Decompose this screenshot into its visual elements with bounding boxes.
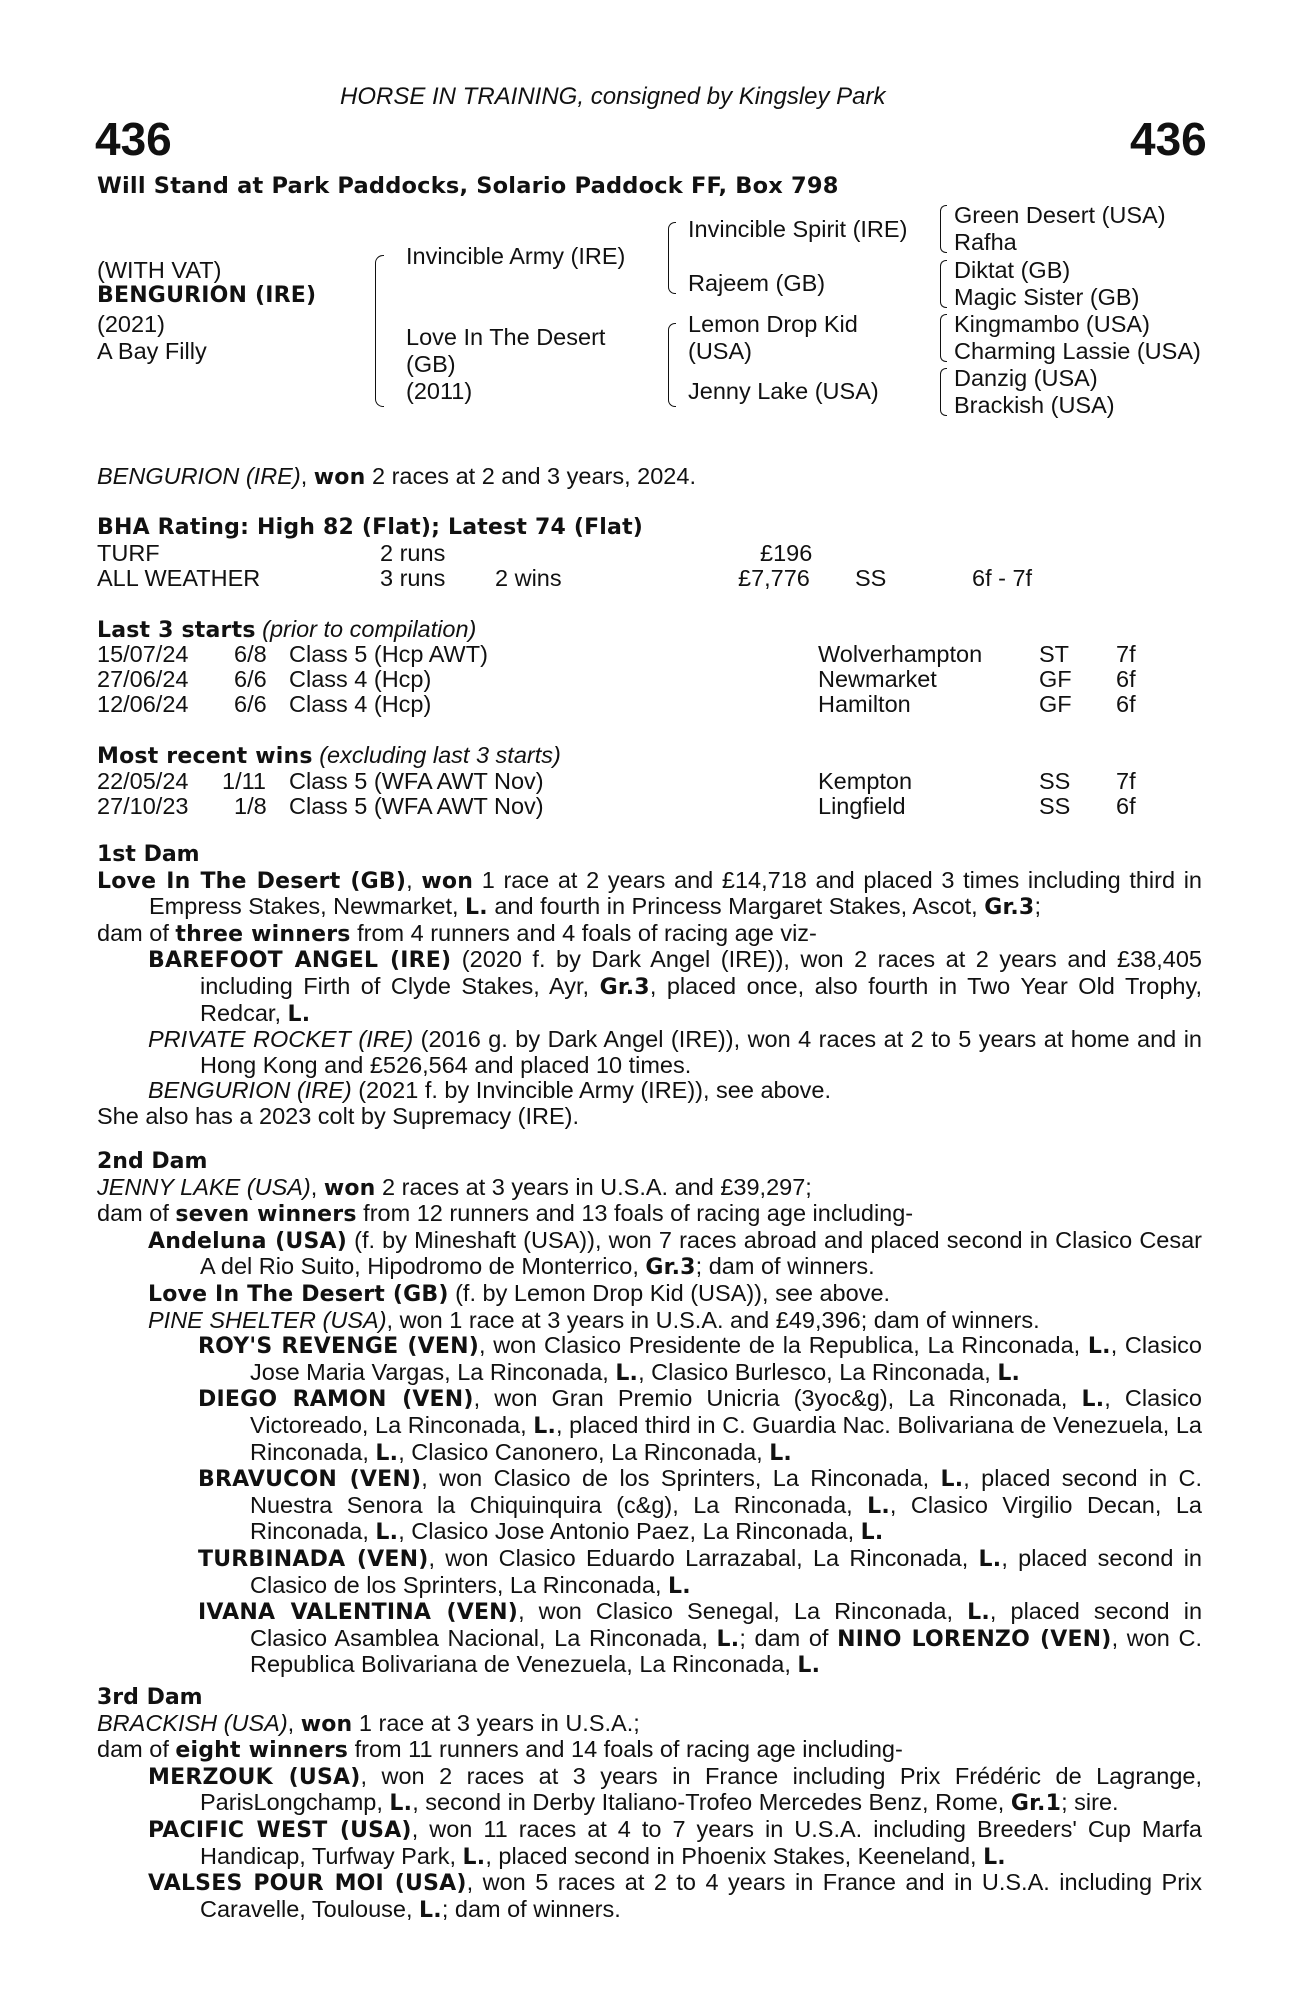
text: and fourth in Princess Margaret Stakes, Ascot, bbox=[487, 893, 985, 920]
text: , won 2 races at 3 years in France including Prix Frédéric de Lagrange, ParisLongchamp, bbox=[200, 1762, 1202, 1816]
gen3-3: Diktat (GB) bbox=[954, 257, 1071, 283]
progeny-name: PINE SHELTER (USA) bbox=[148, 1306, 387, 1333]
first-dam-section bbox=[97, 842, 1202, 1130]
listed-marker: L. bbox=[465, 895, 488, 921]
summary-name: BENGURION (IRE) bbox=[97, 463, 301, 489]
aw-distance: 6f - 7f bbox=[972, 565, 1033, 591]
second-dam-heading: 2nd Dam bbox=[97, 1149, 208, 1174]
recent-heading bbox=[97, 744, 561, 768]
text: dam of bbox=[97, 1736, 176, 1763]
list-item bbox=[97, 1281, 1202, 1308]
brace-gen3-3 bbox=[940, 314, 947, 362]
row-position: 1/8 bbox=[234, 793, 267, 819]
text: , Clasico Victoreado, La Rinconada, bbox=[250, 1385, 1202, 1438]
text: , Clasico Jose Antonio Paez, La Rinconada, bbox=[398, 1518, 861, 1545]
last3-heading bbox=[97, 618, 476, 642]
listed-marker: L. bbox=[769, 1440, 792, 1466]
dam-sire-line1: Lemon Drop Kid bbox=[688, 311, 858, 337]
progeny-name: Love In The Desert (GB) bbox=[148, 1281, 449, 1307]
text: 1 race at 2 years and £14,718 and placed 3 times including third in Empress Stakes, Newmarket, bbox=[149, 866, 1202, 920]
dam-name: Love In The Desert (GB) bbox=[97, 868, 407, 894]
lot-number-left: 436 bbox=[95, 113, 172, 165]
winners-count: eight winners bbox=[175, 1738, 349, 1764]
row-date: 22/05/24 bbox=[97, 768, 189, 794]
row-course: Wolverhampton bbox=[818, 641, 983, 667]
race-summary bbox=[97, 465, 696, 489]
summary-text: 2 races at 2 and 3 years, 2024. bbox=[365, 463, 696, 489]
aw-prize: £7,776 bbox=[738, 565, 810, 591]
brace-gen3-2 bbox=[940, 260, 947, 308]
first-dam-heading: 1st Dam bbox=[97, 842, 200, 867]
lot-number-right: 436 bbox=[1130, 113, 1207, 165]
won-label: won bbox=[323, 1175, 376, 1201]
third-dam-section bbox=[97, 1685, 1202, 1923]
gen3-8: Brackish (USA) bbox=[954, 392, 1115, 418]
text: , won 11 races at 4 to 7 years in U.S.A. including Breeders' Cup Marfa Handicap, Turfway Park, bbox=[200, 1815, 1203, 1869]
progeny-name: TURBINADA (VEN) bbox=[198, 1546, 429, 1572]
listed-marker: L. bbox=[462, 1844, 486, 1870]
text: ; sire. bbox=[1061, 1789, 1119, 1816]
gen3-7: Danzig (USA) bbox=[954, 365, 1098, 391]
row-class: Class 5 (Hcp AWT) bbox=[289, 641, 488, 667]
row-course: Newmarket bbox=[818, 666, 937, 692]
list-item bbox=[97, 1466, 1202, 1546]
progeny-name: DIEGO RAMON (VEN) bbox=[198, 1387, 474, 1413]
text: , won C. Republica Bolivariana de Venezuela, La Rinconada, bbox=[250, 1624, 1203, 1678]
listed-marker: L. bbox=[1081, 1387, 1105, 1413]
text: , won 1 race at 3 years in U.S.A. and £49,396; dam of winners. bbox=[386, 1306, 1040, 1333]
listed-marker: L. bbox=[860, 1520, 884, 1546]
listed-marker: L. bbox=[983, 1844, 1006, 1870]
text: 1 race at 3 years in U.S.A.; bbox=[352, 1709, 640, 1736]
row-date: 15/07/24 bbox=[97, 641, 189, 667]
first-dam-produce bbox=[97, 921, 1202, 948]
dam-sire-line2: (USA) bbox=[688, 338, 752, 364]
text: , won Clasico de los Sprinters, La Rinconada, bbox=[421, 1465, 941, 1492]
row-date: 27/10/23 bbox=[97, 793, 189, 819]
text: ; dam of winners. bbox=[695, 1253, 875, 1280]
text: , bbox=[287, 1709, 301, 1736]
row-course: Kempton bbox=[818, 768, 913, 794]
row-date: 27/06/24 bbox=[97, 666, 189, 692]
text: , won Clasico Senegal, La Rinconada, bbox=[518, 1598, 968, 1625]
listed-marker: L. bbox=[375, 1440, 399, 1466]
bha-rating: BHA Rating: High 82 (Flat); Latest 74 (Flat) bbox=[97, 515, 644, 540]
brace-sire bbox=[668, 222, 676, 294]
text: dam of bbox=[97, 919, 176, 946]
text: ; dam of winners. bbox=[441, 1895, 621, 1922]
sire-dam: Rajeem (GB) bbox=[688, 270, 826, 296]
third-dam-record bbox=[97, 1711, 1202, 1738]
consignor-line: HORSE IN TRAINING, consigned by Kingsley Park bbox=[340, 83, 886, 110]
vat-status: (WITH VAT) bbox=[97, 257, 222, 283]
row-class: Class 5 (WFA AWT Nov) bbox=[289, 768, 544, 794]
list-item bbox=[97, 1546, 1202, 1599]
second-dam-record bbox=[97, 1175, 1202, 1202]
dam-name: BRACKISH (USA) bbox=[97, 1709, 288, 1736]
summary-sep: , bbox=[300, 463, 314, 489]
winners-count: three winners bbox=[175, 921, 351, 947]
turf-runs: 2 runs bbox=[380, 540, 446, 566]
progeny-name: NINO LORENZO (VEN) bbox=[837, 1626, 1112, 1652]
row-class: Class 5 (WFA AWT Nov) bbox=[289, 793, 544, 819]
progeny-name: PRIVATE ROCKET (IRE) bbox=[148, 1026, 414, 1053]
first-dam-record: Love In The Desert (GB), won 1 race at 2 years and £14,718 and placed 3 times including third in Empress Stakes, Newmarket, L. and fourth in Princess Margaret Stakes, Ascot, Gr.3; bbox=[97, 866, 1202, 921]
list-item bbox=[97, 1027, 1202, 1078]
listed-marker: L. bbox=[419, 1897, 442, 1923]
text: , Clasico Virgilio Decan, La Rinconada, bbox=[250, 1491, 1202, 1545]
text: , won Clasico Eduardo Larrazabal, La Rinconada, bbox=[428, 1544, 979, 1571]
brace-gen1 bbox=[375, 255, 384, 407]
brace-dam bbox=[668, 323, 676, 407]
listed-marker: L. bbox=[533, 1413, 557, 1439]
aw-runs: 3 runs bbox=[380, 565, 446, 591]
listed-marker: L. bbox=[978, 1546, 1002, 1572]
progeny-name: BENGURION (IRE) bbox=[148, 1077, 352, 1104]
won-label: won bbox=[300, 1711, 353, 1737]
listed-marker: L. bbox=[797, 1653, 821, 1679]
aw-label: ALL WEATHER bbox=[97, 565, 261, 591]
row-course: Hamilton bbox=[818, 691, 911, 717]
row-going: GF bbox=[1039, 666, 1072, 692]
text: , second in Derby Italiano-Trofeo Mercedes Benz, Rome, bbox=[412, 1789, 1011, 1816]
second-dam-produce bbox=[97, 1201, 1202, 1228]
listed-marker: L. bbox=[615, 1360, 639, 1386]
text: , Clasico Canonero, La Rinconada, bbox=[398, 1438, 770, 1465]
progeny-name: IVANA VALENTINA (VEN) bbox=[198, 1600, 519, 1626]
text: , placed second in Phoenix Stakes, Keeneland, bbox=[485, 1842, 984, 1869]
text: (2021 f. by Invincible Army (IRE)), see above. bbox=[351, 1077, 832, 1104]
text: (f. by Mineshaft (USA)), won 7 races abroad and placed second in Clasico Cesar A del Rio Suito, Hipodromo de Monterrico, bbox=[200, 1226, 1203, 1280]
text: (f. by Lemon Drop Kid (USA)), see above. bbox=[448, 1279, 891, 1306]
brace-gen3-4 bbox=[940, 368, 947, 416]
recent-note: (excluding last 3 starts) bbox=[312, 742, 561, 768]
sire-sire: Invincible Spirit (IRE) bbox=[688, 216, 908, 242]
progeny-name: MERZOUK (USA) bbox=[148, 1764, 361, 1790]
listed-marker: L. bbox=[716, 1626, 740, 1652]
row-distance: 7f bbox=[1116, 641, 1136, 667]
progeny-name: BRAVUCON (VEN) bbox=[198, 1467, 422, 1493]
row-distance: 6f bbox=[1116, 793, 1136, 819]
horse-name: BENGURION (IRE) bbox=[97, 283, 317, 308]
listed-marker: L. bbox=[940, 1467, 964, 1493]
turf-label: TURF bbox=[97, 540, 160, 566]
text: (2016 g. by Dark Angel (IRE)), won 4 races at 2 to 5 years at home and in Hong Kong and £526,564 and placed 10 times. bbox=[200, 1026, 1202, 1078]
row-date: 12/06/24 bbox=[97, 691, 189, 717]
won-label: won bbox=[421, 868, 474, 894]
progeny-name: VALSES POUR MOI (USA) bbox=[148, 1871, 467, 1897]
gen3-2: Rafha bbox=[954, 229, 1017, 255]
second-dam-section bbox=[97, 1149, 1202, 1679]
text: , Clasico Burlesco, La Rinconada, bbox=[638, 1358, 998, 1385]
text: 2 races at 3 years in U.S.A. and £39,297; bbox=[375, 1173, 812, 1200]
progeny-name: ROY'S REVENGE (VEN) bbox=[198, 1334, 479, 1360]
row-distance: 6f bbox=[1116, 691, 1136, 717]
list-item bbox=[97, 1333, 1202, 1386]
gen3-1: Green Desert (USA) bbox=[954, 202, 1166, 228]
horse-description: A Bay Filly bbox=[97, 338, 207, 364]
list-item bbox=[97, 1308, 1202, 1334]
row-position: 6/6 bbox=[234, 691, 267, 717]
row-distance: 7f bbox=[1116, 768, 1136, 794]
list-item bbox=[97, 1764, 1202, 1817]
sire-name: Invincible Army (IRE) bbox=[406, 243, 626, 269]
list-item bbox=[97, 1870, 1202, 1923]
listed-marker: L. bbox=[967, 1600, 990, 1626]
horse-year: (2021) bbox=[97, 311, 165, 337]
progeny-name: Andeluna (USA) bbox=[148, 1228, 347, 1254]
row-position: 1/11 bbox=[222, 768, 266, 794]
dam-name-line1: Love In The Desert bbox=[406, 324, 606, 350]
row-going: SS bbox=[1039, 793, 1071, 819]
group-marker: Gr.3 bbox=[984, 895, 1035, 921]
text: , won 5 races at 2 to 4 years in France and in U.S.A. including Prix Caravelle, Toulouse, bbox=[200, 1869, 1203, 1922]
text: , won Gran Premio Unicria (3yoc&g), La Rinconada, bbox=[473, 1385, 1082, 1412]
text: from 12 runners and 13 foals of racing age including- bbox=[356, 1200, 914, 1227]
stand-location: Will Stand at Park Paddocks, Solario Paddock FF, Box 798 bbox=[97, 173, 839, 199]
list-item bbox=[97, 1078, 1202, 1104]
text: , placed third in C. Guardia Nac. Bolivariana de Venezuela, La Rinconada, bbox=[250, 1411, 1202, 1465]
list-item bbox=[97, 1599, 1202, 1679]
last3-title: Last 3 starts bbox=[97, 618, 256, 643]
third-dam-produce bbox=[97, 1737, 1202, 1764]
row-distance: 6f bbox=[1116, 666, 1136, 692]
row-position: 6/8 bbox=[234, 641, 267, 667]
text: , placed once, also fourth in Two Year Old Trophy, Redcar, bbox=[200, 972, 1203, 1026]
group-marker: Gr.1 bbox=[1010, 1791, 1062, 1817]
list-item bbox=[97, 947, 1202, 1027]
dam-name-line2: (GB) bbox=[406, 351, 456, 377]
list-item bbox=[97, 1817, 1202, 1870]
text: ; dam of bbox=[739, 1624, 838, 1651]
text: , placed second in Clasico de los Sprinters, La Rinconada, bbox=[250, 1544, 1202, 1598]
aw-wins: 2 wins bbox=[495, 565, 562, 591]
listed-marker: L. bbox=[287, 1001, 311, 1027]
text: , Clasico Jose Maria Vargas, La Rinconada, bbox=[250, 1332, 1202, 1385]
row-going: ST bbox=[1039, 641, 1070, 667]
listed-marker: L. bbox=[997, 1360, 1021, 1386]
dam-name: JENNY LAKE (USA) bbox=[97, 1173, 311, 1200]
row-position: 6/6 bbox=[234, 666, 267, 692]
gen3-4: Magic Sister (GB) bbox=[954, 284, 1140, 310]
summary-won: won bbox=[313, 465, 366, 490]
recent-title: Most recent wins bbox=[97, 744, 313, 769]
last3-note: (prior to compilation) bbox=[255, 616, 477, 642]
row-class: Class 4 (Hcp) bbox=[289, 691, 432, 717]
text: , won Clasico Presidente de la Republica, La Rinconada, bbox=[478, 1332, 1088, 1359]
winners-count: seven winners bbox=[175, 1202, 357, 1228]
listed-marker: L. bbox=[375, 1520, 399, 1546]
text: dam of bbox=[97, 1200, 176, 1227]
brace-gen3-1 bbox=[940, 205, 947, 253]
aw-going: SS bbox=[855, 565, 887, 591]
gen3-6: Charming Lassie (USA) bbox=[954, 338, 1201, 364]
row-going: GF bbox=[1039, 691, 1072, 717]
list-item bbox=[97, 1386, 1202, 1466]
third-dam-heading: 3rd Dam bbox=[97, 1685, 203, 1710]
listed-marker: L. bbox=[389, 1791, 413, 1817]
group-marker: Gr.3 bbox=[599, 974, 650, 1000]
row-going: SS bbox=[1039, 768, 1071, 794]
text: , placed second in Clasico Asamblea Nacional, La Rinconada, bbox=[250, 1598, 1203, 1651]
text: from 11 runners and 14 foals of racing age including- bbox=[348, 1736, 903, 1763]
text: from 4 runners and 4 foals of racing age viz- bbox=[350, 919, 817, 946]
dam-dam: Jenny Lake (USA) bbox=[688, 378, 879, 404]
note: She also has a 2023 colt by Supremacy (IRE). bbox=[97, 1102, 579, 1129]
row-class: Class 4 (Hcp) bbox=[289, 666, 432, 692]
text: (2020 f. by Dark Angel (IRE)), won 2 races at 2 years and £38,405 including Firth of Clyde Stakes, Ayr, bbox=[200, 946, 1202, 999]
text: , placed second in C. Nuestra Senora la Chiquinquira (c&g), La Rinconada, bbox=[250, 1465, 1202, 1518]
listed-marker: L. bbox=[1087, 1334, 1111, 1360]
gen3-5: Kingmambo (USA) bbox=[954, 311, 1150, 337]
text: , bbox=[310, 1173, 324, 1200]
text: ; bbox=[1034, 893, 1041, 920]
progeny-name: BAREFOOT ANGEL (IRE) bbox=[148, 948, 452, 974]
group-marker: Gr.3 bbox=[645, 1255, 696, 1281]
dam-year: (2011) bbox=[406, 378, 473, 404]
listed-marker: L. bbox=[668, 1573, 691, 1599]
row-course: Lingfield bbox=[818, 793, 906, 819]
turf-prize: £196 bbox=[760, 540, 813, 566]
listed-marker: L. bbox=[867, 1493, 890, 1519]
list-item bbox=[97, 1228, 1202, 1281]
progeny-name: PACIFIC WEST (USA) bbox=[148, 1817, 412, 1843]
